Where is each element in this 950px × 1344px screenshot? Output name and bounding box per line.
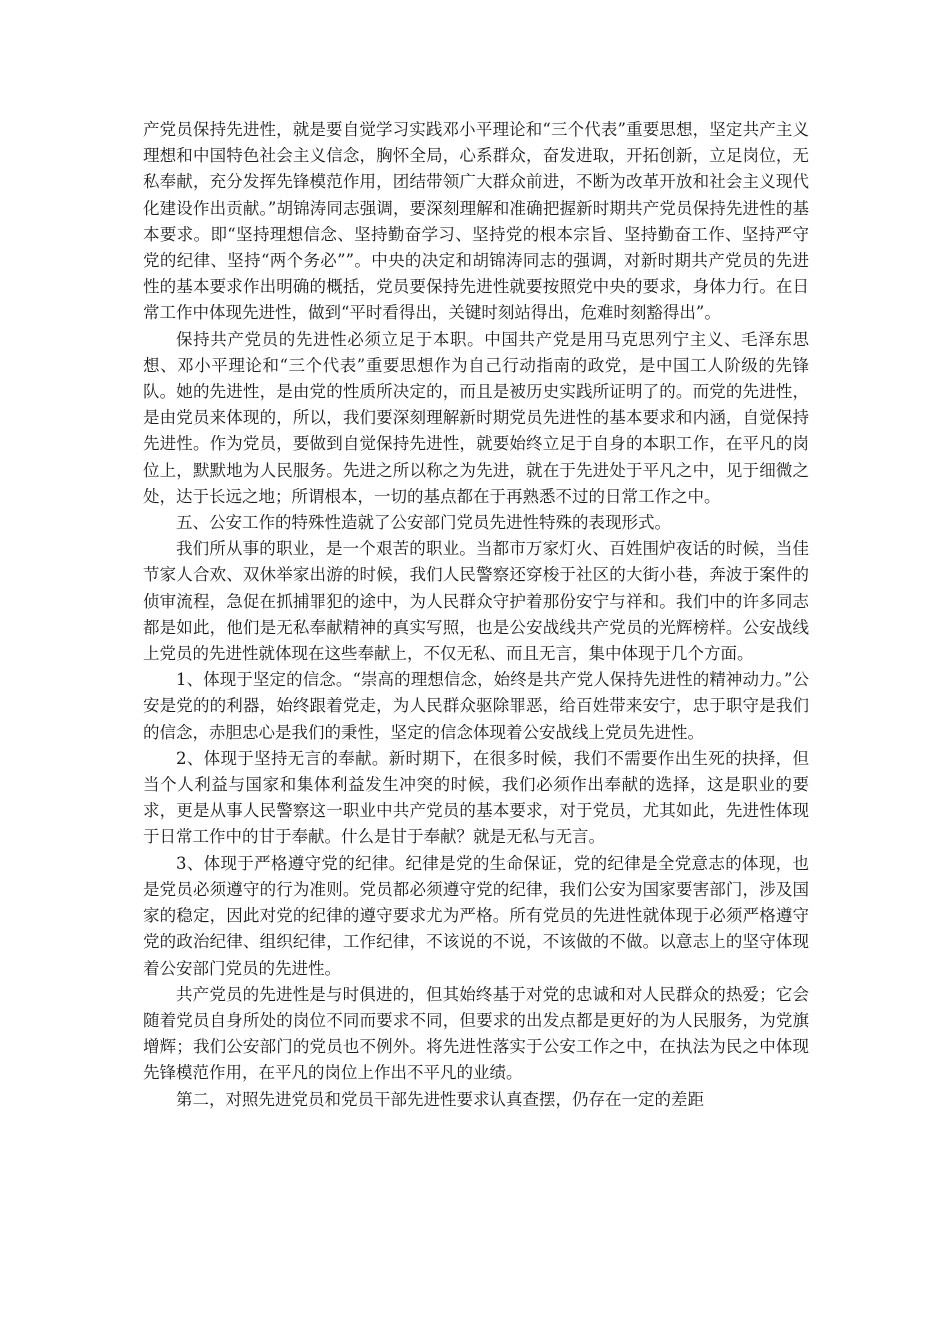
list-item-3: 3、体现于严格遵守党的纪律。纪律是党的生命保证，党的纪律是全党意志的体现，也是党员必须遵守的行为准则。党员都必须遵守党的纪律，我们公安为国家要害部门，涉及国家的稳定，因此对党的纪律的遵守要求尤为严格。所有党员的先进性就体现于必须严格遵守党的政治纪律、组织纪律，工作纪律，不该说的不说，不该做的不做。以意志上的坚守体现着公安部门党员的先进性。 bbox=[143, 853, 809, 978]
paragraph-1: 产党员保持先进性，就是要自觉学习实践邓小平理论和“三个代表”重要思想，坚定共产主义理想和中国特色社会主义信念，胸怀全局，心系群众，奋发进取，开拓创新，立足岗位，无私奉献，充分发挥先锋模范作用，团结带领广大群众前进，不断为改革开放和社会主义现代化建设作出贡献。”胡锦涛同志强调，要深刻理解和准确把握新时期共产党员保持先进性的基本要求。即“坚持理想信念、坚持勤奋学习、坚持党的根本宗旨、坚持勤奋工作、坚持严守党的纪律、坚持“两个务必””。中央的决定和胡锦涛同志的强调，对新时期共产党员的先进性的基本要求作出明确的概括，党员要保持先进性就要按照党中央的要求，身体力行。在日常工作中体现先进性，做到“平时看得出，关键时刻站得出，危难时刻豁得出”。 bbox=[143, 120, 809, 323]
section-heading-2: 第二，对照先进党员和党员干部先进性要求认真查摆，仍存在一定的差距 bbox=[176, 1089, 704, 1109]
section-heading-5: 五、公安工作的特殊性造就了公安部门党员先进性特殊的表现形式。 bbox=[176, 513, 671, 533]
list-item-2: 2、体现于坚持无言的奉献。新时期下，在很多时候，我们不需要作出生死的抉择，但当个人利益与国家和集体利益发生冲突的时候，我们必须作出奉献的选择，这是职业的要求，更是从事人民警察这一职业中共产党员的基本要求，对于党员，尤其如此，先进性体现于日常工作中的甘于奉献。什么是甘于奉献？就是无私与无言。 bbox=[143, 748, 809, 847]
document-body bbox=[143, 117, 809, 1113]
paragraph-4: 共产党员的先进性是与时俱进的，但其始终基于对党的忠诚和对人民群众的热爱；它会随着党员自身所处的岗位不同而要求不同，但要求的出发点都是更好的为人民服务，为党旗增辉；我们公安部门的党员也不例外。将先进性落实于公安工作之中，在执法为民之中体现先锋模范作用，在平凡的岗位上作出不平凡的业绩。 bbox=[143, 984, 809, 1083]
paragraph-3: 我们所从事的职业，是一个艰苦的职业。当都市万家灯火、百姓围炉夜话的时候，当佳节家人合欢、双休举家出游的时候，我们人民警察还穿梭于社区的大街小巷，奔波于案件的侦审流程，急促在抓捕罪犯的途中，为人民群众守护着那份安宁与祥和。我们中的许多同志都是如此，他们是无私奉献精神的真实写照，也是公安战线共产党员的光辉榜样。公安战线上党员的先进性就体现在这些奉献上，不仅无私、而且无言，集中体现于几个方面。 bbox=[143, 539, 809, 664]
list-item-1: 1、体现于坚定的信念。“崇高的理想信念，始终是共产党人保持先进性的精神动力。”公安是党的的利器，始终跟着党走，为人民群众驱除罪恶，给百姓带来安宁，忠于职守是我们的信念，赤胆忠心是我们的秉性，坚定的信念体现着公安战线上党员先进性。 bbox=[143, 670, 809, 742]
paragraph-2: 保持共产党员的先进性必须立足于本职。中国共产党是用马克思列宁主义、毛泽东思想、邓小平理论和“三个代表”重要思想作为自己行动指南的政党，是中国工人阶级的先锋队。她的先进性，是由党的性质所决定的，而且是被历史实践所证明了的。而党的先进性，是由党员来体现的，所以，我们要深刻理解新时期党员先进性的基本要求和内涵，自觉保持先进性。作为党员，要做到自觉保持先进性，就要始终立足于自身的本职工作，在平凡的岗位上，默默地为人民服务。先进之所以称之为先进，就在于先进处于平凡之中，见于细微之处，达于长远之地；所谓根本，一切的基点都在于再熟悉不过的日常工作之中。 bbox=[143, 329, 809, 506]
